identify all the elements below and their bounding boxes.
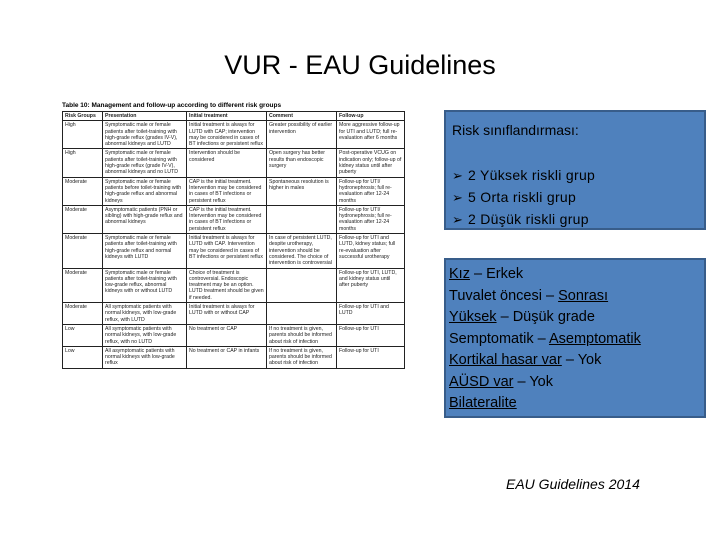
list-item [452, 186, 595, 208]
source-citation: EAU Guidelines 2014 [506, 476, 640, 492]
table-header-cell: Presentation [103, 112, 187, 121]
factor-a: Tuvalet öncesi [449, 287, 542, 304]
factor-sep: – [533, 330, 549, 347]
table-cell: More aggressive follow-up for UTI and LUTD; full re-evaluation after 6 months [337, 121, 405, 149]
table-cell [267, 268, 337, 302]
table-cell: Symptomatic male or female patients after toilet-training with high-grade reflux (grade IV-V), abnormal kidneys and no LUTD [103, 149, 187, 177]
table-cell: Initial treatment is always for LUTD with or without CAP [187, 303, 267, 325]
table-cell: Moderate [63, 303, 103, 325]
factor-b: Sonrası [558, 287, 609, 304]
table-row [63, 149, 405, 177]
table-cell: Moderate [63, 177, 103, 205]
factor-sep: – [513, 373, 530, 390]
table-cell [267, 205, 337, 233]
table-cell: Symptomatic male or female patients after toilet-training with low-grade reflux, abnormal kidneys with or without LUTD [103, 268, 187, 302]
table-cell: High [63, 149, 103, 177]
table-cell: Symptomatic male or female patients before toilet-training with high-grade reflux and abnormal kidneys [103, 177, 187, 205]
table-header-cell: Follow-up [337, 112, 405, 121]
list-item [452, 164, 595, 186]
table-cell: Follow-up for UTI and LUTD, kidney status; full re-evaluation after successful urotherapy [337, 234, 405, 268]
factor-line-bilateral [449, 393, 704, 415]
table-cell: Low [63, 346, 103, 368]
table-row [63, 234, 405, 268]
factor-b: Erkek [486, 266, 524, 282]
table-cell: Initial treatment is always for LUTD with CAP. Intervention may be considered in cases of BT infections or persistent reflux [187, 234, 267, 268]
table-cell: Follow-up for UTI, LUTD, and kidney status until after puberty [337, 268, 405, 302]
slide-title: VUR - EAU Guidelines [224, 50, 496, 80]
table-cell: Open surgery has better results than endoscopic surgery [267, 149, 337, 177]
factor-b: Asemptomatik [548, 330, 641, 347]
table-cell: Follow-up for UTI [337, 324, 405, 346]
factor-line-ausd [449, 372, 704, 394]
table-cell: No treatment or CAP [187, 324, 267, 346]
table-cell: All symptomatic patients with normal kidneys, with low-grade reflux, with LUTD [103, 303, 187, 325]
arrow-bullet-icon: ➢ [452, 168, 464, 183]
table-cell: Follow-up for UTI/ hydronephrosis; full re-evaluation after 12-24 months [337, 205, 405, 233]
table-cell: Low [63, 324, 103, 346]
factor-b: Yok [529, 373, 553, 390]
table-cell: Moderate [63, 234, 103, 268]
factor-line-symptom [449, 329, 704, 351]
table-row [63, 205, 405, 233]
risk-item-high: 2 Yüksek riskli grup [468, 167, 596, 183]
factor-sep: – [496, 309, 513, 325]
factor-b: Düşük grade [512, 309, 595, 325]
list-item [452, 208, 595, 230]
factor-line-toilet [449, 286, 704, 308]
table-cell: In case of persistent LUTD, despite urotherapy, intervention should be considered. The choice of intervention is controversial [267, 234, 337, 268]
factor-line-grade [449, 307, 704, 329]
factor-a: Semptomatik [449, 330, 534, 347]
table-cell: Intervention should be considered [187, 149, 267, 177]
risk-heading: Risk sınıflandırması: [452, 122, 579, 138]
table-cell: Initial treatment is always for LUTD with CAP; intervention may be considered in cases of BT infections or persistent reflux [187, 121, 267, 149]
table-row [63, 324, 405, 346]
risk-list [452, 164, 595, 230]
table-cell: All asymptomatic patients with normal kidneys with low-grade reflux [103, 346, 187, 368]
table-cell: Choice of treatment is controversial. Endoscopic treatment may be an option. LUTD treatment should be given if needed. [187, 268, 267, 302]
table-row [63, 268, 405, 302]
factor-line-gender [449, 264, 704, 286]
arrow-bullet-icon: ➢ [452, 190, 464, 205]
table-body [63, 121, 405, 368]
factor-a: Bilateralite [449, 395, 517, 411]
risk-management-table [62, 111, 405, 369]
table-cell: Spontaneous resolution is higher in males [267, 177, 337, 205]
table-cell: If no treatment is given, parents should be informed about risk of infection [267, 324, 337, 346]
factor-a: Yüksek [449, 309, 497, 325]
risk-classification-box [444, 110, 706, 230]
table-header-cell: Initial treatment [187, 112, 267, 121]
table-header-row [63, 112, 405, 121]
table-row [63, 121, 405, 149]
factor-line-cortical [449, 350, 704, 372]
factor-sep: – [541, 287, 559, 304]
table-cell: CAP is the initial treatment. Intervention may be considered in cases of BT infections or persistent reflux [187, 177, 267, 205]
table-cell [267, 303, 337, 325]
table-cell: High [63, 121, 103, 149]
table-caption: Table 10: Management and follow-up according to different risk groups [62, 102, 282, 109]
table-cell: If no treatment is given, parents should be informed about risk of infection [267, 346, 337, 368]
factor-a: Kız [449, 266, 470, 282]
factor-sep: – [469, 266, 487, 282]
table-cell: Moderate [63, 268, 103, 302]
risk-item-low: 2 Düşük riskli grup [468, 211, 589, 227]
table-cell: Moderate [63, 205, 103, 233]
table-cell: No treatment or CAP in infants [187, 346, 267, 368]
table-cell: Follow-up for UTI and LUTD [337, 303, 405, 325]
arrow-bullet-icon: ➢ [452, 212, 464, 227]
table-cell: Symptomatic male or female patients after toilet-training with high-grade reflux (grades IV-V), abnormal kidneys and LUTD [103, 121, 187, 149]
table-row [63, 177, 405, 205]
table-cell: Post-operative VCUG on indication only; follow-up of kidney status until after puberty [337, 149, 405, 177]
table-row [63, 303, 405, 325]
factor-a: Kortikal hasar var [449, 352, 562, 368]
risk-table-image [62, 101, 404, 369]
risk-factors-box [444, 258, 706, 418]
table-cell: Greater possibility of earlier intervention [267, 121, 337, 149]
factor-a: AÜSD var [449, 373, 514, 390]
table-header-cell: Risk Groups [63, 112, 103, 121]
table-cell: Follow-up for UTI [337, 346, 405, 368]
table-header-cell: Comment [267, 112, 337, 121]
risk-item-moderate: 5 Orta riskli grup [468, 189, 577, 205]
table-cell: CAP is the initial treatment. Intervention may be considered in cases of BT infections or persistent reflux [187, 205, 267, 233]
table-cell: Symptomatic male or female patients after toilet-training with high-grade reflux and normal kidneys with LUTD [103, 234, 187, 268]
factor-sep: – [561, 352, 578, 368]
table-cell: All symptomatic patients with normal kidneys, with low-grade reflux, with no LUTD [103, 324, 187, 346]
table-cell: Follow-up for UTI/ hydronephrosis; full re-evaluation after 12-24 months [337, 177, 405, 205]
table-row [63, 346, 405, 368]
factor-b: Yok [577, 352, 602, 368]
table-cell: Asymptomatic patients (PNH or sibling) with high-grade reflux and abnormal kidneys [103, 205, 187, 233]
